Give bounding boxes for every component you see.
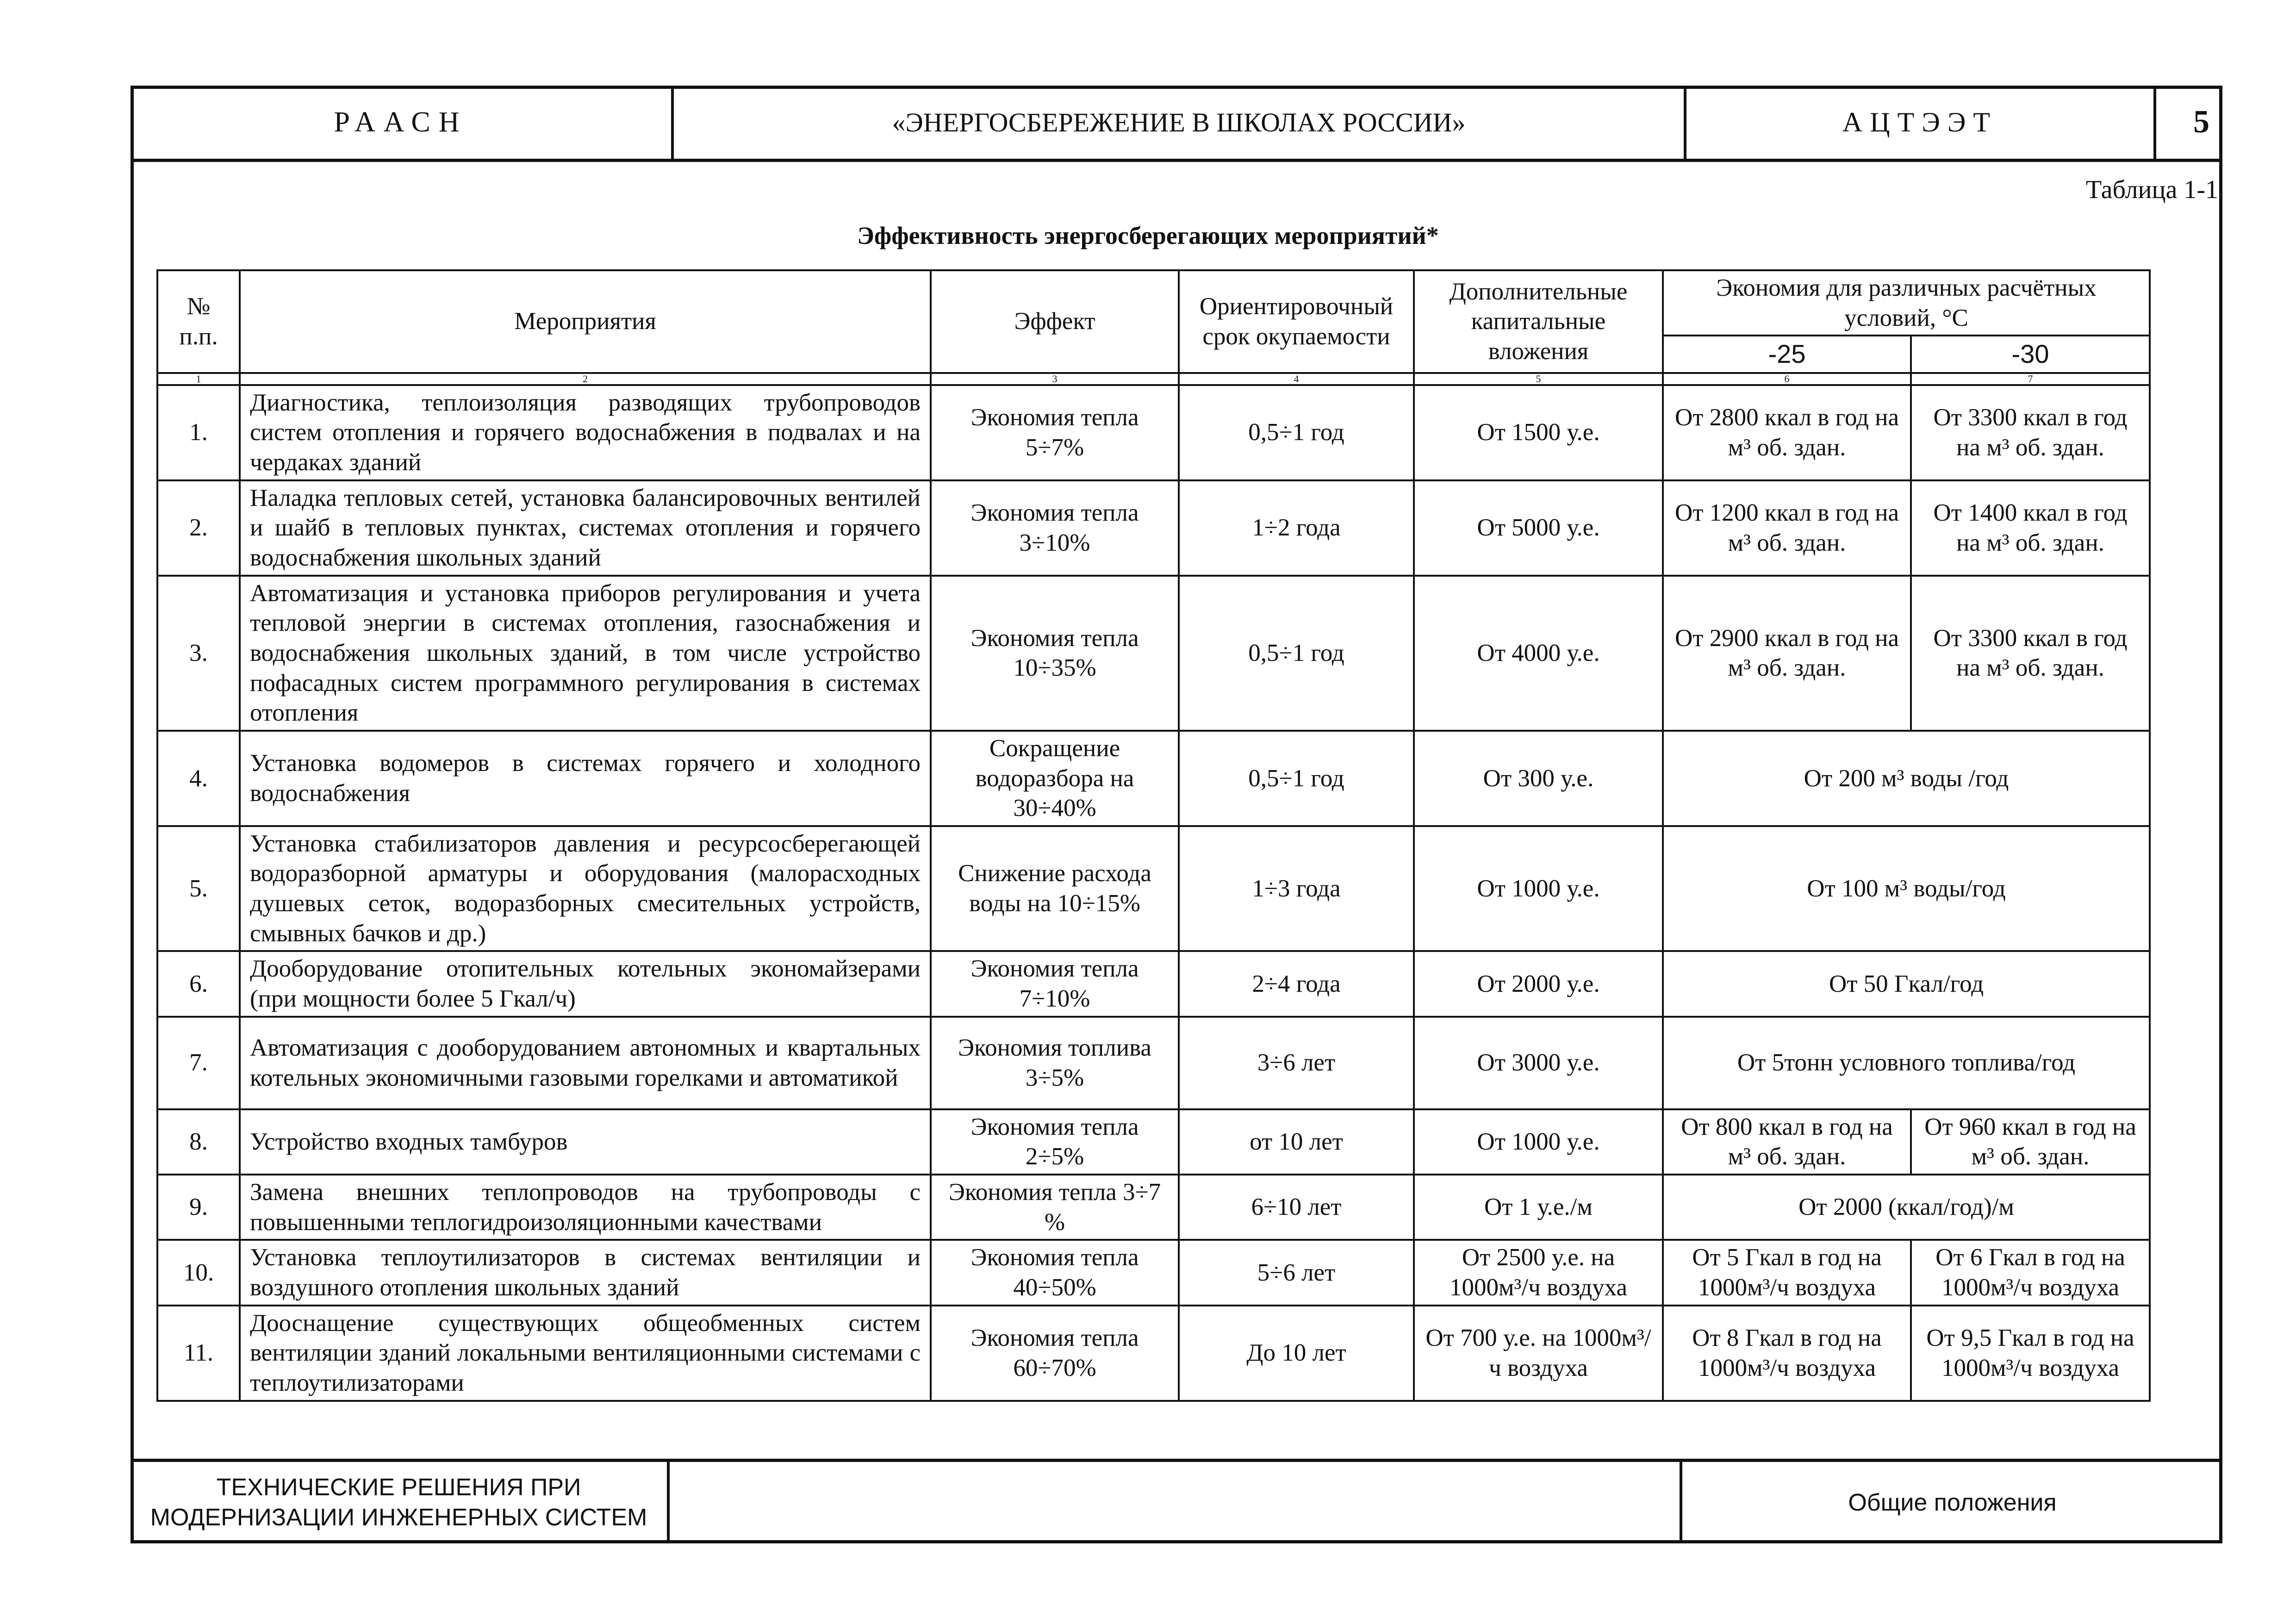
col-header-payback: Ориентировочный срок окупаемости [1179,270,1414,373]
footer-left-line2: МОДЕРНИЗАЦИИ ИНЖЕНЕРНЫХ СИСТЕМ [150,1504,647,1531]
cell-payback: 2÷4 года [1179,951,1414,1016]
cell-payback: 0,5÷1 год [1179,731,1414,826]
col-index: 2 [240,373,931,385]
cell-investment: От 4000 у.е. [1414,576,1663,731]
col-header-t25: -25 [1663,336,1911,373]
cell-investment: От 2000 у.е. [1414,951,1663,1016]
cell-payback: 5÷6 лет [1179,1240,1414,1305]
table-row [157,385,2150,480]
cell-effect: Экономия тепла 2÷5% [931,1109,1179,1175]
cell-no: 3. [157,576,240,731]
cell-no: 1. [157,385,240,480]
cell-investment: От 300 у.е. [1414,731,1663,826]
cell-no: 7. [157,1017,240,1109]
header-stamp [131,86,2222,162]
cell-effect: Экономия тепла 5÷7% [931,385,1179,480]
cell-measure: Автоматизация и установка приборов регулирования и учета тепловой энергии в системах отопления, газоснабжения и водоснабжения школьных зданий, в том числе устройство пофасадных систем программного регулирования в системах отопления [240,576,931,731]
table-row [157,1240,2150,1305]
table-body [157,385,2150,1401]
cell-effect: Экономия тепла 60÷70% [931,1306,1179,1401]
cell-savings: От 50 Гкал/год [1663,951,2150,1016]
cell-payback: 0,5÷1 год [1179,576,1414,731]
cell-effect: Экономия топлива 3÷5% [931,1017,1179,1109]
cell-measure: Установка стабилизаторов давления и ресурсосберегающей водоразборной арматуры и оборудования (малорасходных душевых сеток, водоразборных смесительных устройств, смывных бачков и др.) [240,826,931,951]
cell-savings-t25: От 1200 ккал в год на м³ об. здан. [1663,480,1911,576]
cell-payback: 3÷6 лет [1179,1017,1414,1109]
cell-payback: 1÷3 года [1179,826,1414,951]
table-row [157,576,2150,731]
cell-savings: От 2000 (ккал/год)/м [1663,1175,2150,1240]
table-row [157,826,2150,951]
cell-payback: от 10 лет [1179,1109,1414,1175]
cell-investment: От 1000 у.е. [1414,1109,1663,1175]
col-header-measure: Мероприятия [240,270,931,373]
table-row [157,1017,2150,1109]
col-header-t30: -30 [1911,336,2150,373]
col-index: 4 [1179,373,1414,385]
cell-savings-t25: От 5 Гкал в год на 1000м³/ч воздуха [1663,1240,1911,1305]
table-title: Эффективность энергосберегающих мероприятий* [857,222,1439,249]
footer-chapter: Общие положения [1848,1489,2057,1516]
footer-left-line1: ТЕХНИЧЕСКИЕ РЕШЕНИЯ ПРИ [216,1474,581,1501]
col-index: 3 [931,373,1179,385]
column-index-row [157,373,2150,385]
cell-no: 2. [157,480,240,576]
table-row [157,1175,2150,1240]
cell-effect: Экономия тепла 3÷10% [931,480,1179,576]
cell-savings-t25: От 2900 ккал в год на м³ об. здан. [1663,576,1911,731]
cell-savings: От 200 м³ воды /год [1663,731,2150,826]
col-header-no: № п.п. [157,270,240,373]
cell-effect: Экономия тепла 40÷50% [931,1240,1179,1305]
cell-measure: Наладка тепловых сетей, установка балансировочных вентилей и шайб в тепловых пунктах, системах отопления и горячего водоснабжения школьных зданий [240,480,931,576]
footer-section [131,1462,670,1543]
cell-effect: Экономия тепла 10÷35% [931,576,1179,731]
cell-investment: От 2500 у.е. на 1000м³/ч воздуха [1414,1240,1663,1305]
table-label: Таблица 1-1 [2085,175,2218,204]
table-header-row [157,270,2150,336]
col-header-investment: Дополнительные капитальные вложения [1414,270,1663,373]
cell-investment: От 3000 у.е. [1414,1017,1663,1109]
cell-measure: Установка водомеров в системах горячего и холодного водоснабжения [240,731,931,826]
cell-savings-t30: От 3300 ккал в год на м³ об. здан. [1911,576,2150,731]
table-row [157,951,2150,1016]
cell-measure: Дооборудование отопительных котельных экономайзерами (при мощности более 5 Гкал/ч) [240,951,931,1016]
org-code: АЦТЭЭТ [1686,86,2156,159]
cell-no: 5. [157,826,240,951]
cell-investment: От 1500 у.е. [1414,385,1663,480]
cell-savings-t25: От 2800 ккал в год на м³ об. здан. [1663,385,1911,480]
cell-investment: От 1 у.е./м [1414,1175,1663,1240]
cell-savings: От 5тонн условного топлива/год [1663,1017,2150,1109]
table-row [157,480,2150,576]
cell-no: 10. [157,1240,240,1305]
cell-measure: Автоматизация с дооборудованием автономных и квартальных котельных экономичными газовыми горелками и автоматикой [240,1017,931,1109]
cell-no: 11. [157,1306,240,1401]
org-name: РААСН [131,86,674,159]
cell-savings: От 100 м³ воды/год [1663,826,2150,951]
cell-payback: До 10 лет [1179,1306,1414,1401]
measures-table [156,269,2151,1402]
table-row [157,1306,2150,1401]
cell-savings-t30: От 960 ккал в год на м³ об. здан. [1911,1109,2150,1175]
project-title: «ЭНЕРГОСБЕРЕЖЕНИЕ В ШКОЛАХ РОССИИ» [674,86,1686,159]
cell-no: 8. [157,1109,240,1175]
cell-savings-t25: От 8 Гкал в год на 1000м³/ч воздуха [1663,1306,1911,1401]
cell-effect: Снижение расхода воды на 10÷15% [931,826,1179,951]
footer-stamp [131,1459,2222,1543]
cell-measure: Замена внешних теплопроводов на трубопроводы с повышенными теплогидроизоляционными качествами [240,1175,931,1240]
cell-payback: 1÷2 года [1179,480,1414,576]
table-row [157,731,2150,826]
cell-no: 4. [157,731,240,826]
cell-no: 9. [157,1175,240,1240]
cell-payback: 6÷10 лет [1179,1175,1414,1240]
cell-measure: Устройство входных тамбуров [240,1109,931,1175]
col-index: 1 [157,373,240,385]
cell-measure: Установка теплоутилизаторов в системах вентиляции и воздушного отопления школьных зданий [240,1240,931,1305]
table-row [157,1109,2150,1175]
col-header-savings: Экономия для различных расчётных условий, °С [1663,270,2150,336]
col-index: 6 [1663,373,1911,385]
cell-investment: От 1000 у.е. [1414,826,1663,951]
cell-savings-t30: От 6 Гкал в год на 1000м³/ч воздуха [1911,1240,2150,1305]
page-number: 5 [2193,104,2209,140]
cell-savings-t25: От 800 ккал в год на м³ об. здан. [1663,1109,1911,1175]
cell-investment: От 700 у.е. на 1000м³/ч воздуха [1414,1306,1663,1401]
col-index: 5 [1414,373,1663,385]
cell-no: 6. [157,951,240,1016]
cell-savings-t30: От 9,5 Гкал в год на 1000м³/ч воздуха [1911,1306,2150,1401]
cell-effect: Экономия тепла 7÷10% [931,951,1179,1016]
cell-measure: Дооснащение существующих общеобменных систем вентиляции зданий локальными вентиляционными системами с теплоутилизаторами [240,1306,931,1401]
footer-empty-cell [670,1462,1682,1543]
cell-savings-t30: От 1400 ккал в год на м³ об. здан. [1911,480,2150,576]
col-index: 7 [1911,373,2150,385]
cell-effect: Сокращение водоразбора на 30÷40% [931,731,1179,826]
cell-investment: От 5000 у.е. [1414,480,1663,576]
cell-effect: Экономия тепла 3÷7 % [931,1175,1179,1240]
cell-savings-t30: От 3300 ккал в год на м³ об. здан. [1911,385,2150,480]
cell-payback: 0,5÷1 год [1179,385,1414,480]
cell-measure: Диагностика, теплоизоляция разводящих трубопроводов систем отопления и горячего водоснабжения в подвалах и на чердаках зданий [240,385,931,480]
col-header-effect: Эффект [931,270,1179,373]
